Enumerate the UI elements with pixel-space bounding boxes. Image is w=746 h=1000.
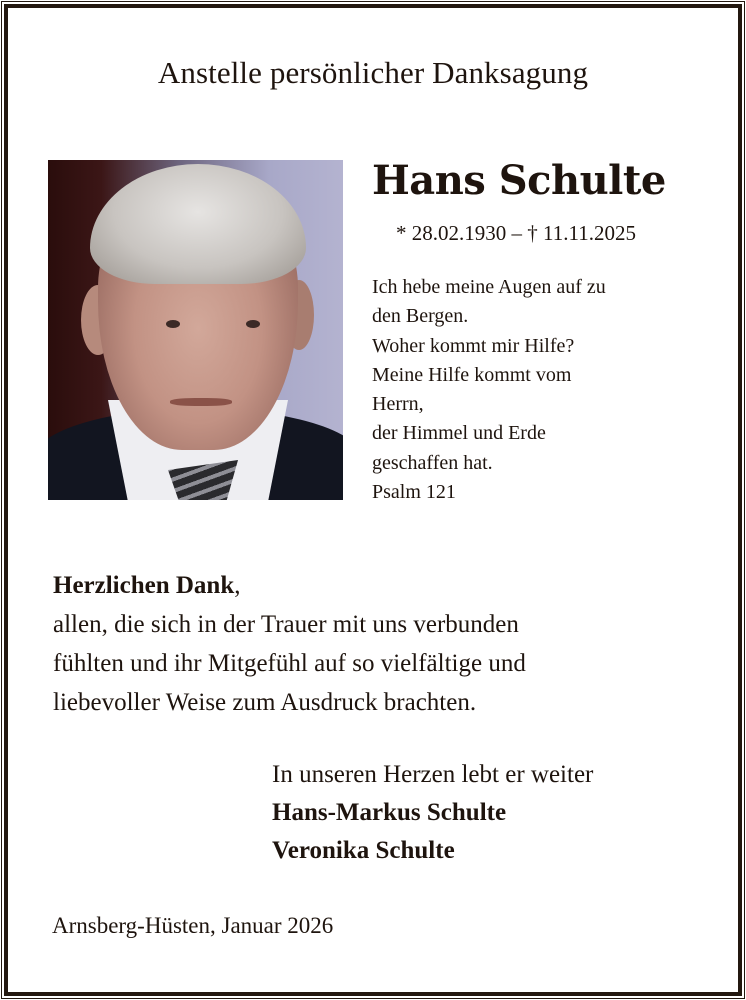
psalm-source: Psalm 121 [372, 481, 456, 504]
family-member: Hans-Markus Schulte [272, 799, 507, 826]
thanks-lead [53, 566, 693, 605]
psalm-line: den Bergen. [372, 305, 469, 328]
psalm-line: Meine Hilfe kommt vom [372, 363, 572, 386]
psalm-line: Woher kommt mir Hilfe? [372, 334, 575, 357]
photo-hair [90, 164, 306, 284]
photo-eye-right [246, 320, 260, 328]
family-member: Veronika Schulte [272, 837, 455, 864]
thanks-line: allen, die sich in der Trauer mit uns verbunden [53, 611, 519, 638]
photo-mouth [170, 398, 232, 406]
psalm-quote [372, 273, 692, 507]
deceased-photo [48, 160, 343, 500]
family-signature [272, 756, 593, 870]
thanks-message [53, 566, 693, 722]
family-intro: In unseren Herzen lebt er weiter [272, 761, 594, 788]
notice-heading: Anstelle persönlicher Danksagung [157, 55, 589, 90]
thanks-line: fühlten und ihr Mitgefühl auf so vielfältige und [53, 650, 526, 677]
deceased-name: Hans Schulte [372, 157, 666, 204]
thanks-line: liebevoller Weise zum Ausdruck brachten. [53, 689, 477, 716]
thanks-comma: , [234, 572, 241, 599]
life-dates: * 28.02.1930 – † 11.11.2025 [396, 221, 636, 245]
psalm-line: geschaffen hat. [372, 451, 493, 474]
place-date: Arnsberg-Hüsten, Januar 2026 [52, 913, 334, 938]
psalm-line: Ich hebe meine Augen auf zu [372, 276, 606, 298]
photo-eye-left [166, 320, 180, 328]
psalm-line: Herrn, [372, 393, 424, 416]
thanks-bold: Herzlichen Dank [53, 572, 235, 599]
psalm-line: der Himmel und Erde [372, 422, 546, 445]
